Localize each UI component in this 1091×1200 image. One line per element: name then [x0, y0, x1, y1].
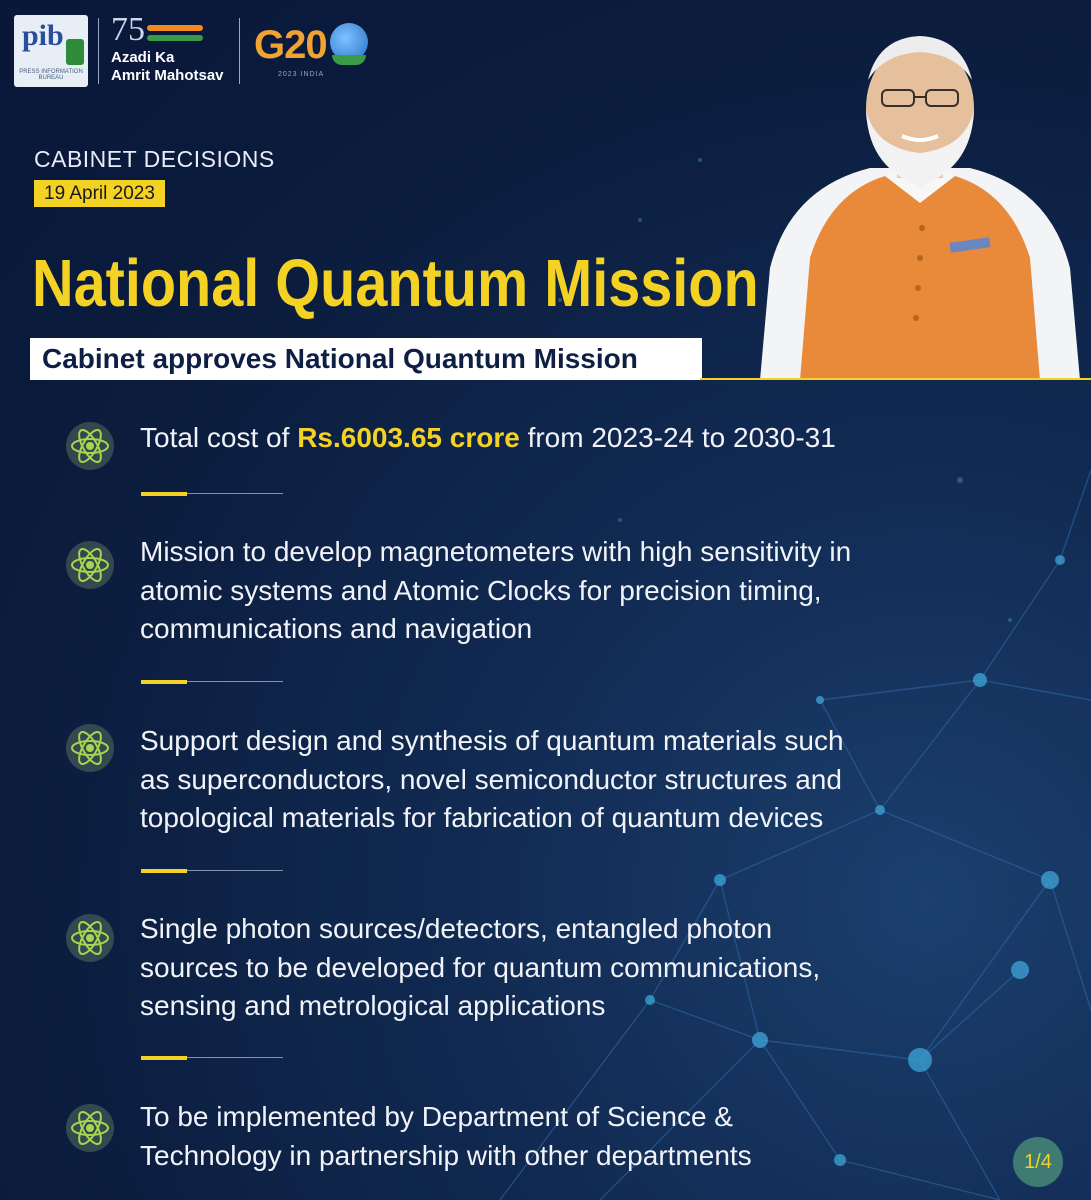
bullet-line: topological materials for fabrication of quantum devices	[140, 802, 824, 833]
section-divider	[141, 1056, 283, 1059]
g20-caption: 2023 INDIA	[278, 71, 325, 78]
logo-divider	[98, 18, 99, 84]
bullet-line: as superconductors, novel semiconductor structures and	[140, 763, 842, 795]
pib-emblem	[66, 39, 84, 65]
atom-icon	[64, 912, 116, 964]
bullet-text-segment: from 2023-24 to 2030-31	[519, 422, 836, 453]
aka-flag-stripe	[147, 35, 203, 41]
g20-logo	[250, 15, 380, 87]
bullet-text-segment: Total cost of	[140, 422, 298, 453]
atom-icon	[64, 420, 116, 472]
bullet-line: To be implemented by Department of Science &	[140, 1101, 733, 1132]
bullet-line: Technology in partnership with other departments	[140, 1139, 752, 1171]
lotus-icon	[332, 55, 366, 65]
logo-strip	[14, 11, 380, 88]
cost-highlight: Rs.6003.65 crore	[297, 422, 520, 453]
page-indicator: 1/4	[1013, 1137, 1063, 1187]
bullet-line: sources to be developed for quantum communications,	[140, 951, 821, 983]
bullet-text	[140, 722, 1060, 838]
azadi-ka-amrit-mahotsav-logo	[109, 11, 229, 87]
portrait-illustration	[760, 18, 1080, 380]
pib-caption: PRESS INFORMATION BUREAU	[19, 69, 83, 81]
section-kicker: CABINET DECISIONS	[34, 146, 275, 172]
date-badge: 19 April 2023	[34, 180, 165, 207]
bullet-line: Support design and synthesis of quantum materials such	[140, 725, 844, 756]
section-divider	[141, 680, 283, 683]
bullet-line: atomic systems and Atomic Clocks for precision timing,	[140, 574, 822, 606]
bullet-text	[140, 533, 1060, 649]
page-title: National Quantum Mission	[32, 246, 759, 321]
section-divider	[141, 492, 283, 495]
logo-divider	[239, 18, 240, 84]
header-rule	[700, 378, 1091, 380]
atom-icon	[64, 539, 116, 591]
bullet-text	[140, 419, 1060, 458]
aka-flag-stripe	[147, 25, 203, 31]
bullet-line: communications and navigation	[140, 613, 533, 644]
bullet-text	[140, 1098, 1060, 1175]
bullet-text	[140, 910, 1060, 1026]
bullet-line: Mission to develop magnetometers with high sensitivity in	[140, 536, 852, 567]
bullet-line: Single photon sources/detectors, entangled photon	[140, 913, 773, 944]
bullet-line: sensing and metrological applications	[140, 990, 606, 1021]
aka-line2: Amrit Mahotsav	[111, 67, 224, 84]
atom-icon	[64, 722, 116, 774]
aka-number: 75	[111, 11, 145, 48]
section-divider	[141, 869, 283, 872]
pib-mark: pib	[22, 19, 64, 52]
g20-text: G20	[254, 23, 327, 67]
atom-icon	[64, 1102, 116, 1154]
pib-logo	[14, 15, 88, 87]
page-subtitle: Cabinet approves National Quantum Mission	[42, 343, 638, 374]
aka-line1: Azadi Ka	[111, 49, 175, 66]
